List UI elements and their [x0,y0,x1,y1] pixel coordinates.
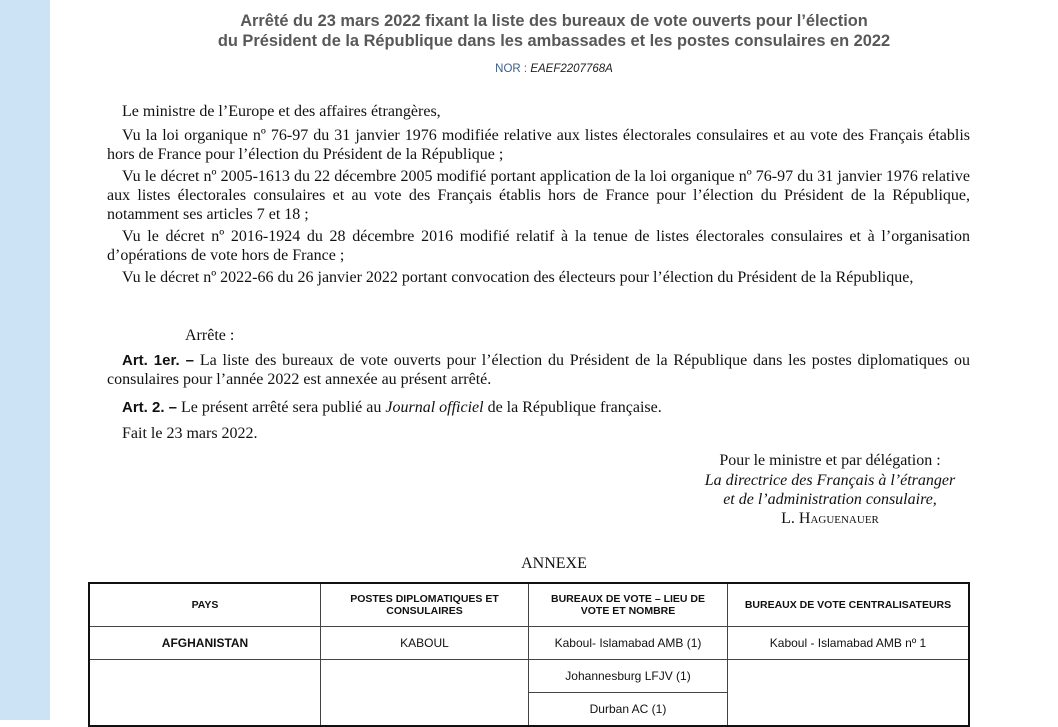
signature-line-1: Pour le ministre et par délégation : [719,452,941,469]
preamble [107,102,970,287]
journal-officiel: Journal officiel [385,399,484,416]
document-title [50,11,1058,51]
article-2-text-a: Le présent arrêté sera publié au [181,399,382,416]
table-header-row [89,583,969,627]
header-pays: PAYS [89,583,321,627]
cell-bureau: Johannesburg LFJV (1) [529,660,728,693]
paragraph-vu-decret-2016: Vu le décret nº 2016-1924 du 28 décembre 2016 modifié relatif à la tenue de listes électorales consulaires et à l’organisation d’opérations de vote hors de France ; [107,228,970,264]
polling-stations-table [88,582,970,727]
nor-value: EAEF2207768A [530,63,613,75]
paragraph-vu-decret-2022: Vu le décret nº 2022-66 du 26 janvier 2022 portant convocation des électeurs pour l’élection du Président de la République, [122,269,914,286]
header-centralisateurs: BUREAUX DE VOTE CENTRALISATEURS [728,583,970,627]
article-2-label: Art. 2. – [122,399,178,416]
signature-line-2: La directrice des Français à l’étranger [704,472,956,489]
signature-block [630,451,1030,529]
article-2-text-b: de la République française. [487,399,662,416]
document-page [50,0,1058,720]
header-bureaux [529,583,728,627]
arrete-heading: Arrête : [185,327,235,344]
cell-pays [89,660,321,727]
cell-poste: KABOUL [321,627,529,660]
article-1-label: Art. 1er. – [122,352,194,369]
paragraph-vu-decret-2005: Vu le décret nº 2005-1613 du 22 décembre 2005 modifié portant application de la loi organique nº 76-97 du 31 janvier 1976 relative aux listes électorales consulaires et au vote des Français établis hors de France pour l’élection du Président de la République, notamment ses articles 7 et 18 ; [107,168,970,223]
table-row [89,660,969,693]
viewer-sidebar [0,0,50,720]
annexe-title: ANNEXE [521,555,587,572]
header-bureaux-text: BUREAUX DE VOTE – LIEU DE VOTE ET NOMBRE [550,593,706,617]
signatory-name: L. Haguenauer [781,510,879,527]
article-1 [107,351,970,389]
title-line-2: du Président de la République dans les ambassades et les postes consulaires en 2022 [217,32,891,50]
fait-date [107,424,970,443]
nor-reference [50,63,1058,75]
paragraph-vu-loi: Vu la loi organique nº 76-97 du 31 janvier 1976 modifiée relative aux listes électorales consulaires et au vote des Français établis hors de France pour l’élection du Président de la République ; [107,127,970,163]
cell-poste [321,660,529,727]
title-line-1: Arrêté du 23 mars 2022 fixant la liste des bureaux de vote ouverts pour l’élection [240,12,868,30]
header-postes [321,583,529,627]
cell-pays: AFGHANISTAN [89,627,321,660]
fait-text: Fait le 23 mars 2022. [122,425,258,442]
cell-centralisateur [728,660,970,727]
table-row [89,627,969,660]
signature-line-3: et de l’administration consulaire, [723,491,937,508]
cell-centralisateur: Kaboul - Islamabad AMB nº 1 [728,627,970,660]
cell-bureau: Kaboul- Islamabad AMB (1) [529,627,728,660]
nor-label: NOR : [495,63,528,75]
article-2 [107,398,970,417]
header-postes-text: POSTES DIPLOMATIQUES ET CONSULAIRES [350,593,499,617]
article-1-text: La liste des bureaux de vote ouverts pour l’élection du Président de la République dans les postes diplomatiques ou consulaires pour l’année 2022 est annexée au présent arrêté. [107,352,971,388]
paragraph-minister: Le ministre de l’Europe et des affaires étrangères, [122,103,441,120]
cell-bureau: Durban AC (1) [529,693,728,727]
